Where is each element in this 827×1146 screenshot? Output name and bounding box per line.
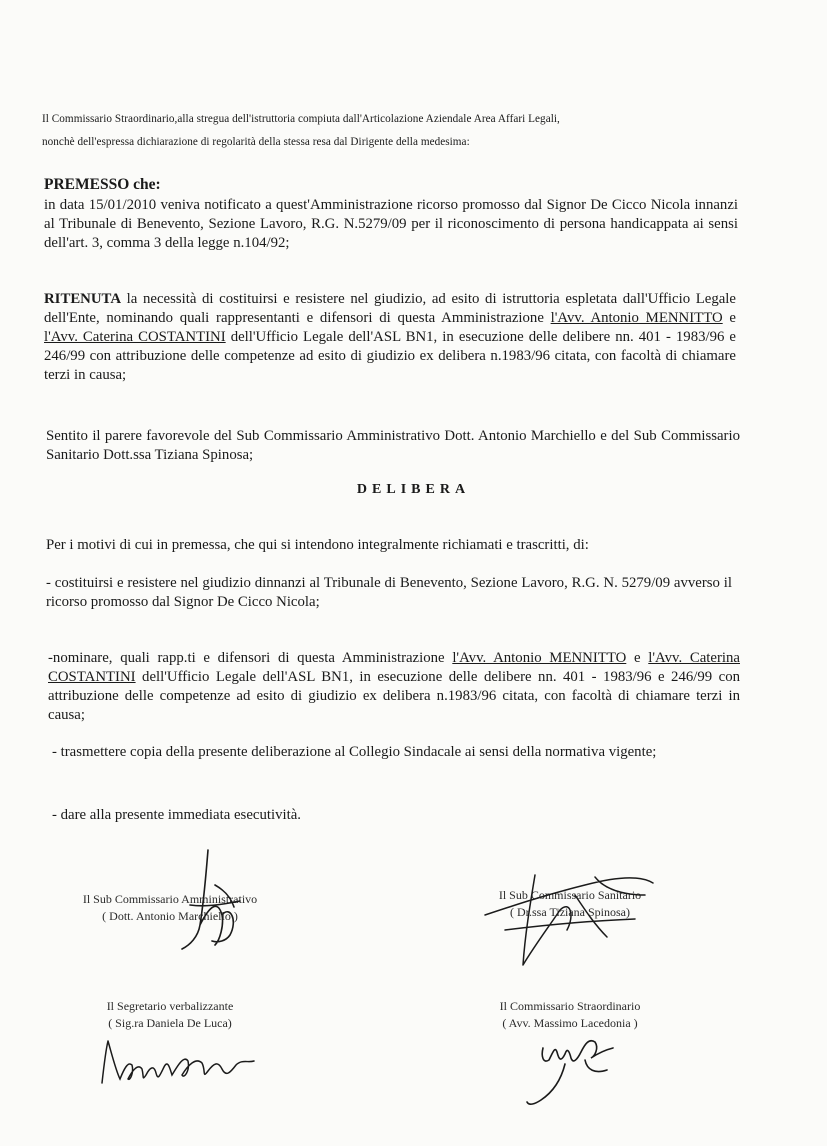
item-trasmettere: - trasmettere copia della presente deliberazione al Collegio Sindacale ai sensi della normativa vigente; — [52, 744, 657, 760]
item-nominare-lawyer-2: l'Avv. Caterina COSTANTINI — [48, 650, 740, 685]
handwritten-signature-de-luca — [98, 1035, 258, 1095]
motivi-paragraph: Per i motivi di cui in premessa, che qui si intendono integralmente richiamati e trascritti, di: — [46, 537, 589, 553]
item-nominare-text-c: dell'Ufficio Legale dell'ASL BN1, in esecuzione delle delibere nn. 401 - 1983/96 e 246/99 con attribuzione delle competenze ad esito di giudizio ex delibera n.1983/96 citata, con facoltà di chiamare terzi in causa; — [48, 669, 740, 723]
ritenuta-text-b: e — [722, 310, 736, 326]
intro-line-1: Il Commissario Straordinario,alla stregua dell'istruttoria compiuta dall'Articolazione Aziendale Area Affari Legali, — [42, 113, 560, 125]
ritenuta-lawyer-2: l'Avv. Caterina COSTANTINI — [44, 329, 226, 345]
sentito-paragraph: Sentito il parere favorevole del Sub Commissario Amministrativo Dott. Antonio Marchiello e del Sub Commissario Sanitario Dott.ssa Tiziana Spinosa; — [46, 428, 740, 463]
ritenuta-text-a: la necessità di costituirsi e resistere nel giudizio, ad esito di istruttoria espletata dall'Ufficio Legale dell'Ente, nominando quali rappresentanti e difensori di questa Amministrazione — [44, 291, 736, 326]
delibera-title: DELIBERA — [356, 482, 471, 497]
handwritten-signature-marchiello — [160, 845, 280, 955]
signature-block-straordinario — [440, 998, 700, 1032]
ritenuta-heading: RITENUTA — [44, 291, 122, 307]
signature-name-segretario: ( Sig.ra Daniela De Luca) — [108, 1016, 232, 1030]
signature-role-sanitario: Il Sub Commissario Sanitario — [498, 888, 642, 902]
signature-name-amministrativo: ( Dott. Antonio Marchiello ) — [102, 909, 238, 923]
handwritten-signature-lacedonia — [525, 1030, 635, 1110]
item-nominare-lawyer-1: l'Avv. Antonio MENNITTO — [452, 650, 627, 666]
ritenuta-lawyer-1: l'Avv. Antonio MENNITTO — [550, 310, 723, 326]
intro-line-2: nonchè dell'espressa dichiarazione di regolarità della stessa resa dal Dirigente della medesima: — [42, 136, 470, 148]
item-costituirsi: - costituirsi e resistere nel giudizio dinnanzi al Tribunale di Benevento, Sezione Lavoro, R.G. N. 5279/09 avverso il ricorso promosso dal Signor De Cicco Nicola; — [46, 575, 732, 610]
ritenuta-text-c: dell'Ufficio Legale dell'ASL BN1, in esecuzione delle delibere nn. 401 - 1983/96 e 246/99 con attribuzione delle competenze ad esito di giudizio ex delibera n.1983/96 citata, con facoltà di chiamare terzi in causa; — [44, 329, 736, 383]
intro-block — [42, 108, 762, 154]
item-esecutivita: - dare alla presente immediata esecutività. — [52, 807, 301, 823]
signature-name-sanitario: ( Dr.ssa Tiziana Spinosa) — [510, 905, 630, 919]
signature-role-segretario: Il Segretario verbalizzante — [106, 999, 234, 1013]
item-nominare-text-a: -nominare, quali rapp.ti e difensori di questa Amministrazione — [48, 650, 453, 666]
signature-block-segretario — [40, 998, 300, 1032]
premesso-text: in data 15/01/2010 veniva notificato a quest'Amministrazione ricorso promosso dal Signor De Cicco Nicola innanzi al Tribunale di Benevento, Sezione Lavoro, R.G. N.5279/09 per il riconoscimento di persona handicappata ai sensi dell'art. 3, comma 3 della legge n.104/92; — [44, 197, 738, 251]
ritenuta-paragraph — [44, 290, 736, 385]
signature-name-straordinario: ( Avv. Massimo Lacedonia ) — [502, 1016, 638, 1030]
signature-role-straordinario: Il Commissario Straordinario — [499, 999, 641, 1013]
handwritten-signature-spinosa — [475, 855, 675, 975]
premesso-heading: PREMESSO che: — [44, 176, 161, 193]
signature-role-amministrativo: Il Sub Commissario Amministrativo — [82, 892, 258, 906]
item-nominare — [48, 649, 740, 725]
item-nominare-text-b: e — [626, 650, 649, 666]
